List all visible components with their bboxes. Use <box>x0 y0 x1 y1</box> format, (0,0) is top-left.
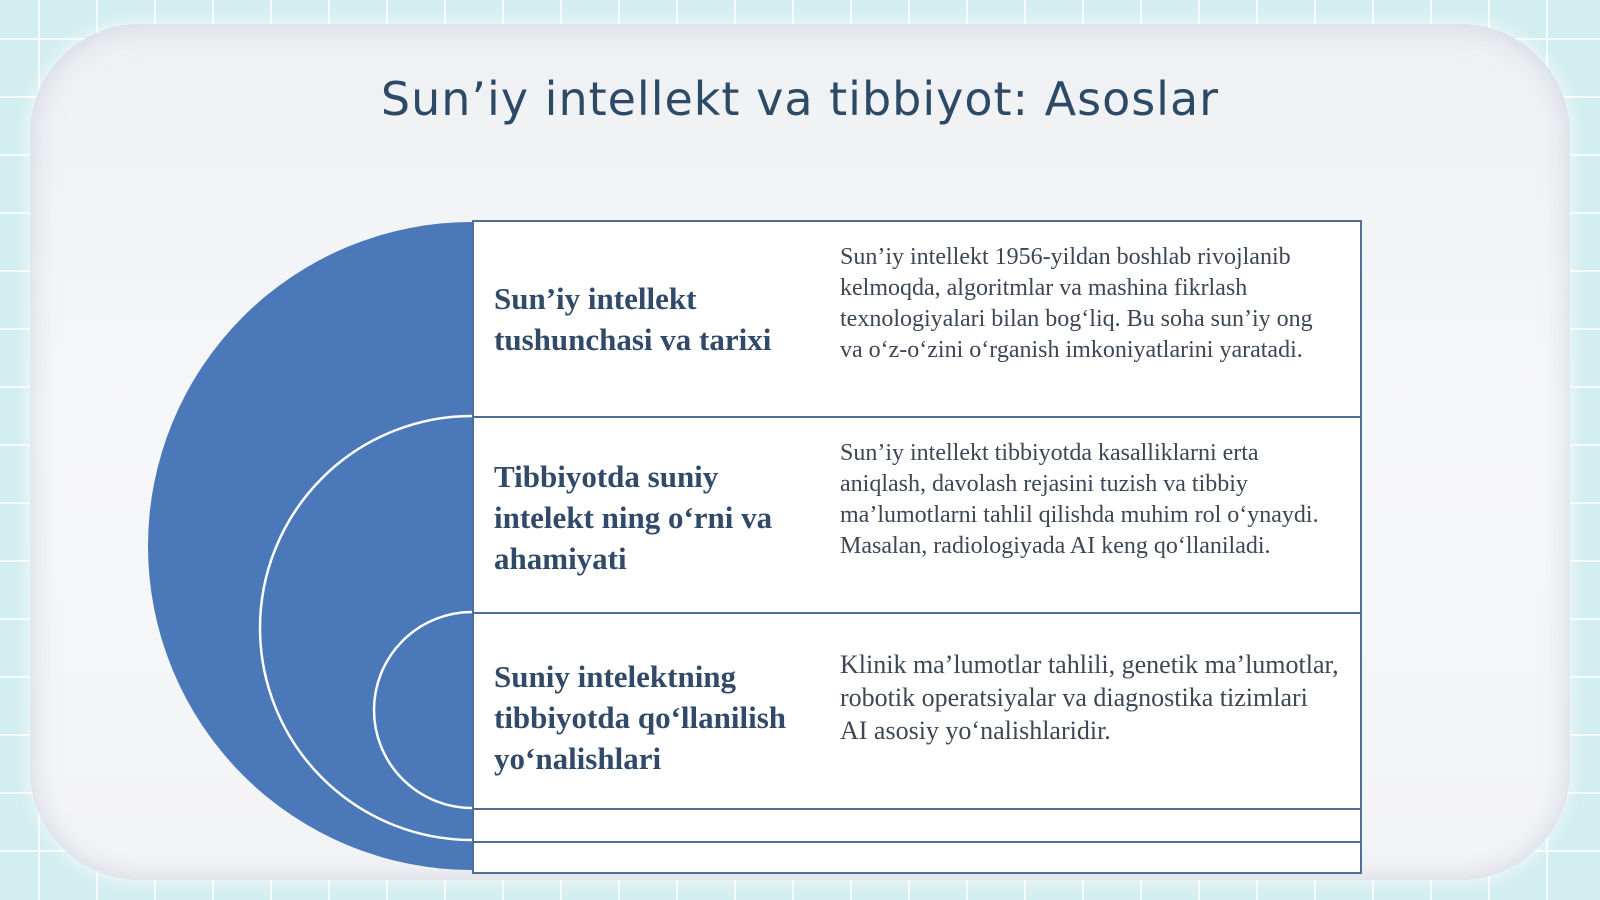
row-heading: Suniy intelektning tibbiyotda qo‘llanilish yo‘nalishlari <box>494 659 787 776</box>
slide-title: Sun’iy intellekt va tibbiyot: Asoslar <box>380 72 1220 126</box>
outer-semicircle <box>148 222 472 870</box>
row-description: Sun’iy intellekt tibbiyotda kasalliklarni erta aniqlash, davolash rejasini tuzish va tibbiy ma’lumotlarni tahlil qilishda muhim rol o‘ynaydi. Masalan, radiologiyada AI keng qo‘llaniladi. <box>840 440 1319 559</box>
info-table <box>472 220 1362 874</box>
table-row <box>474 418 1360 614</box>
row-heading: Sun’iy intellekt tushunchasi va tarixi <box>494 281 772 357</box>
table-row-empty <box>474 810 1360 843</box>
table-row <box>474 222 1360 418</box>
row-description: Sun’iy intellekt 1956-yildan boshlab rivojlanib kelmoqda, algoritmlar va mashina fikrlash texnologiyalari bilan bog‘liq. Bu soha sun’iy ong va o‘z-o‘zini o‘rganish imkoniyatlarini yaratadi. <box>840 244 1313 363</box>
row-heading: Tibbiyotda suniy intelekt ning o‘rni va ahamiyati <box>494 459 773 576</box>
table-row <box>474 614 1360 810</box>
row-description: Klinik ma’lumotlar tahlili, genetik ma’lumotlar, robotik operatsiyalar va diagnostika tizimlari AI asosiy yo‘nalishlaridir. <box>840 650 1339 745</box>
